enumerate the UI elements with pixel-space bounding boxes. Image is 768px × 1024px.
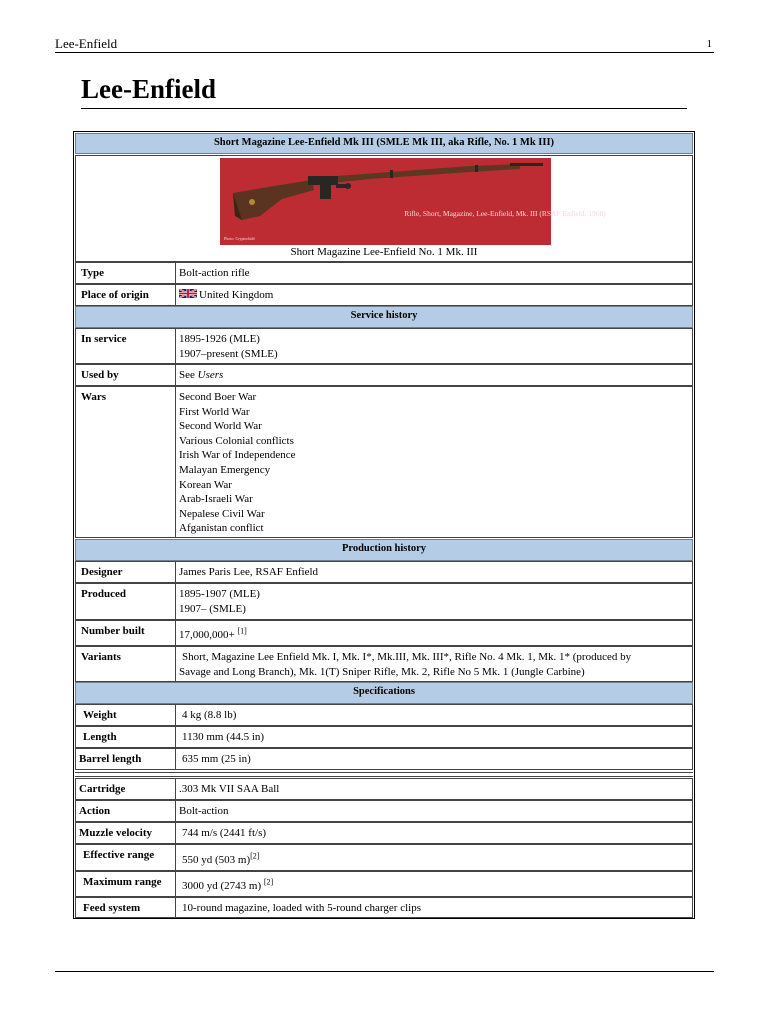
effective-range-value: 550 yd (503 m) [182, 854, 251, 866]
origin-value-cell [176, 284, 693, 306]
length-label: Length [75, 726, 176, 748]
used-by-value [176, 364, 693, 386]
variants-line: Short, Magazine Lee Enfield Mk. I, Mk. I*, Mk.III, Mk. III*, Rifle No. 4 Mk. 1, Mk. 1* (produced by [182, 651, 632, 663]
variants-value [176, 646, 693, 682]
war-item: First World War [179, 405, 250, 418]
image-overlay-text: Rifle, Short, Magazine, Lee-Enfield, Mk. III (RSAF Enfield, 1908) [404, 209, 606, 218]
war-item: Malayan Emergency [179, 463, 271, 476]
image-caption: Short Magazine Lee-Enfield No. 1 Mk. III [290, 246, 478, 258]
footer-divider [55, 971, 714, 972]
number-built-value-cell [176, 620, 693, 646]
number-built-reference[interactable]: [1] [237, 626, 247, 636]
number-built-value: 17,000,000+ [179, 629, 235, 641]
union-jack-flag-icon [179, 288, 197, 299]
image-credit: Photo: Cryptochild [224, 236, 255, 241]
produced-value [176, 583, 693, 620]
origin-value: United Kingdom [199, 289, 274, 301]
feed-system-label: Feed system [75, 897, 176, 918]
barrel-length-label: Barrel length [75, 748, 176, 770]
specifications-heading-text: Specifications [353, 686, 415, 697]
war-item: Second Boer War [179, 391, 257, 403]
users-link[interactable]: Users [197, 369, 224, 381]
cartridge-value: .303 Mk VII SAA Ball [176, 778, 693, 800]
row-variants [75, 646, 693, 682]
effective-range-label: Effective range [75, 844, 176, 871]
row-designer [75, 561, 693, 583]
feed-system-value: 10-round magazine, loaded with 5-round charger clips [176, 897, 693, 918]
type-label: Type [75, 262, 176, 284]
running-header [55, 34, 714, 53]
infobox-image-cell [75, 155, 693, 262]
service-history-heading-text: Service history [350, 310, 418, 321]
in-service-line: 1907–present (SMLE) [179, 347, 278, 360]
row-action [75, 800, 693, 822]
war-item: Nepalese Civil War [179, 507, 265, 520]
designer-value: James Paris Lee, RSAF Enfield [176, 561, 693, 583]
row-produced [75, 583, 693, 620]
war-item: Irish War of Independence [179, 449, 296, 462]
wars-label: Wars [75, 386, 176, 538]
infobox-heading-text: Short Magazine Lee-Enfield Mk III (SMLE Mk III, aka Rifle, No. 1 Mk III) [213, 137, 555, 148]
row-weight [75, 704, 693, 726]
row-type [75, 262, 693, 284]
wars-list [176, 386, 693, 538]
row-maximum-range [75, 871, 693, 897]
barrel-length-value: 635 mm (25 in) [176, 748, 693, 770]
maximum-range-value: 3000 yd (2743 m) [182, 880, 262, 892]
produced-label: Produced [75, 583, 176, 620]
produced-line: 1907– (SMLE) [179, 602, 246, 615]
weight-value: 4 kg (8.8 lb) [176, 704, 693, 726]
cartridge-label: Cartridge [75, 778, 176, 800]
designer-label: Designer [75, 561, 176, 583]
variants-label: Variants [75, 646, 176, 682]
running-header-title: Lee-Enfield [55, 36, 118, 51]
maximum-range-reference[interactable]: [2] [263, 877, 274, 887]
war-item: Various Colonial conflicts [179, 434, 294, 447]
origin-label: Place of origin [75, 284, 176, 306]
effective-range-reference[interactable]: [2] [250, 851, 260, 861]
row-number-built [75, 620, 693, 646]
war-item: Arab-Israeli War [179, 493, 253, 506]
page-title: Lee-Enfield [81, 74, 216, 104]
page-number: 1 [706, 38, 712, 50]
title-divider [81, 108, 687, 109]
row-in-service [75, 328, 693, 364]
maximum-range-label: Maximum range [75, 871, 176, 897]
weight-label: Weight [75, 704, 176, 726]
action-value: Bolt-action [176, 800, 693, 822]
war-item: Second World War [179, 420, 262, 433]
specifications-heading [75, 682, 693, 704]
rifle-photo [220, 158, 606, 245]
row-cartridge [75, 778, 693, 800]
in-service-label: In service [75, 328, 176, 364]
row-used-by [75, 364, 693, 386]
muzzle-velocity-label: Muzzle velocity [75, 822, 176, 844]
number-built-label: Number built [75, 620, 176, 646]
row-length [75, 726, 693, 748]
service-history-heading [75, 306, 693, 328]
maximum-range-value-cell [176, 871, 693, 897]
row-feed-system [75, 897, 693, 918]
type-value: Bolt-action rifle [176, 262, 693, 284]
row-place-of-origin [75, 284, 693, 306]
used-by-prefix: See [179, 369, 198, 381]
row-barrel-length [75, 748, 693, 770]
row-muzzle-velocity [75, 822, 693, 844]
produced-line: 1895-1907 (MLE) [179, 588, 260, 600]
row-wars [75, 386, 693, 538]
muzzle-velocity-value: 744 m/s (2441 ft/s) [176, 822, 693, 844]
in-service-line: 1895-1926 (MLE) [179, 333, 260, 345]
in-service-value [176, 328, 693, 364]
infobox [73, 131, 695, 919]
row-effective-range [75, 844, 693, 871]
table-double-rule [75, 772, 693, 777]
war-item: Afganistan conflict [179, 522, 264, 535]
production-history-heading [75, 539, 693, 561]
action-label: Action [75, 800, 176, 822]
war-item: Korean War [179, 478, 232, 491]
used-by-label: Used by [75, 364, 176, 386]
length-value: 1130 mm (44.5 in) [176, 726, 693, 748]
infobox-heading [75, 133, 693, 154]
effective-range-value-cell [176, 844, 693, 871]
variants-line: Savage and Long Branch), Mk. 1(T) Sniper Rifle, Mk. 2, Rifle No 5 Mk. 1 (Jungle Carbine) [179, 665, 585, 678]
production-history-heading-text: Production history [341, 543, 427, 554]
